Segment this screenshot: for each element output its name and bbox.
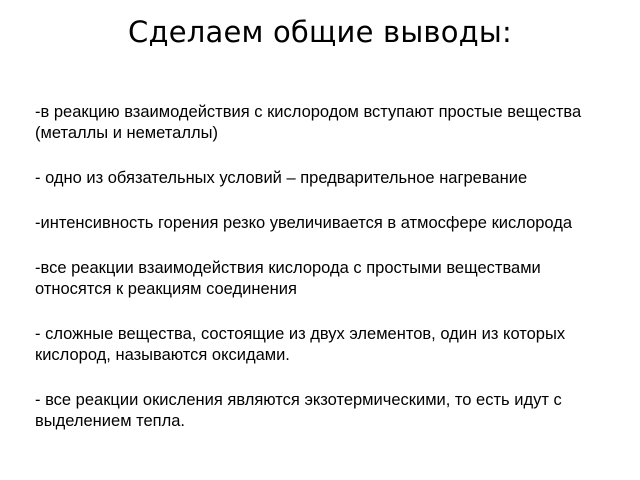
conclusion-item: -все реакции взаимодействия кислорода с простыми веществами относятся к реакциям соединения: [35, 259, 541, 298]
conclusion-item: -интенсивность горения резко увеличивается в атмосфере кислорода: [35, 214, 573, 232]
conclusions-list: [35, 102, 620, 456]
conclusion-item: - сложные вещества, состоящие из двух элементов, один из которых кислород, называются оксидами.: [35, 325, 566, 364]
conclusion-item: - все реакции окисления являются экзотермическими, то есть идут с выделением тепла.: [35, 391, 562, 430]
conclusion-item: - одно из обязательных условий – предварительное нагревание: [35, 169, 528, 187]
slide-title: Сделаем общие выводы:: [128, 15, 512, 49]
conclusion-item: -в реакцию взаимодействия с кислородом вступают простые вещества (металлы и неметаллы): [35, 103, 582, 142]
